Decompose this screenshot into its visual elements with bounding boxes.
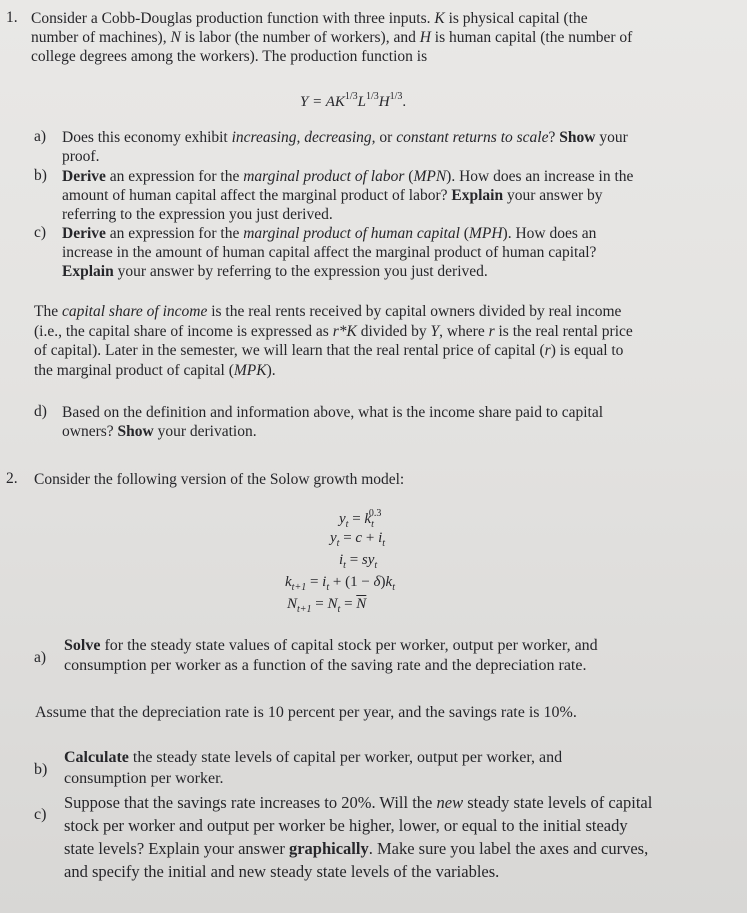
assumption-text: Assume that the depreciation rate is 10 percent per year, and the savings rate is 10%. — [35, 704, 577, 721]
solow-eq-investment: $i_t = sy_t$ — [339, 552, 378, 571]
q1d-text: Based on the definition and information above, what is the income share paid to capital owners? Show your derivation. — [62, 404, 604, 440]
solow-eq-expenditure: $y_t = c + i_t$ — [330, 530, 386, 549]
q1c-text: Derive an expression for the marginal product of human capital (MPH). How does an increase in the amount of human capital affect the marginal product of human capital? Explain your answer by referring to the expression you just derived. — [62, 225, 597, 280]
q2a-label: a) — [34, 649, 47, 666]
solow-eq-labor: $N_{t+1} = N_t = \overline{N}$ — [287, 596, 367, 615]
q2b-text: Calculate the steady state levels of capital per worker, output per worker, and consumption per worker. — [64, 749, 563, 787]
q1a-label: a) — [34, 128, 47, 145]
q1d-label: d) — [34, 403, 47, 420]
q2a-text: Solve for the steady state values of capital stock per worker, output per worker, and consumption per worker as a function of the saving rate and the depreciation rate. — [64, 637, 598, 674]
q1a-text: Does this economy exhibit increasing, decreasing, or constant returns to scale? Show your proof. — [62, 129, 628, 165]
solow-eq-output: $y_t = k_t^{0.3}$ — [339, 508, 382, 530]
q1c-label: c) — [34, 224, 47, 241]
q2c-text: Suppose that the savings rate increases to 20%. Will the new steady state levels of capital stock per worker and output per worker be higher, lower, or equal to the initial steady state levels? Explain your answer graphically. Make sure you label the axes and curves, and specify the initial and new steady state levels of the variables. — [64, 793, 653, 881]
question-2-number: 2. — [6, 470, 18, 487]
q2c-label: c) — [34, 806, 47, 823]
q1b-text: Derive an expression for the marginal product of labor (MPN). How does an increase in the amount of human capital affect the marginal product of labor? Explain your answer by referring to the expression you just derived. — [62, 168, 634, 223]
capital-share-paragraph: The capital share of income is the real rents received by capital owners divided by real income (i.e., the capital share of income is expressed as r*K divided by Y, where r is the real rental price of capital). Later in the semester, we will learn that the real rental price of capital (r) is equal to the marginal product of capital (MPK). — [34, 303, 633, 379]
production-function-equation: $Y = AK^{1/3}L^{1/3}H^{1/3}$. — [300, 91, 407, 110]
question-1-number: 1. — [6, 9, 18, 26]
q1b-label: b) — [34, 167, 47, 184]
question-2-intro: Consider the following version of the Solow growth model: — [34, 471, 405, 488]
solow-eq-capital-accumulation: $k_{t+1} = i_t + (1 - \delta)k_t$ — [285, 574, 395, 593]
question-1-intro: Consider a Cobb-Douglas production function with three inputs. K is physical capital (the number of machines), N is labor (the number of workers), and H is human capital (the number of college degrees among the workers). The production function is — [31, 10, 633, 65]
q2b-label: b) — [34, 761, 48, 778]
